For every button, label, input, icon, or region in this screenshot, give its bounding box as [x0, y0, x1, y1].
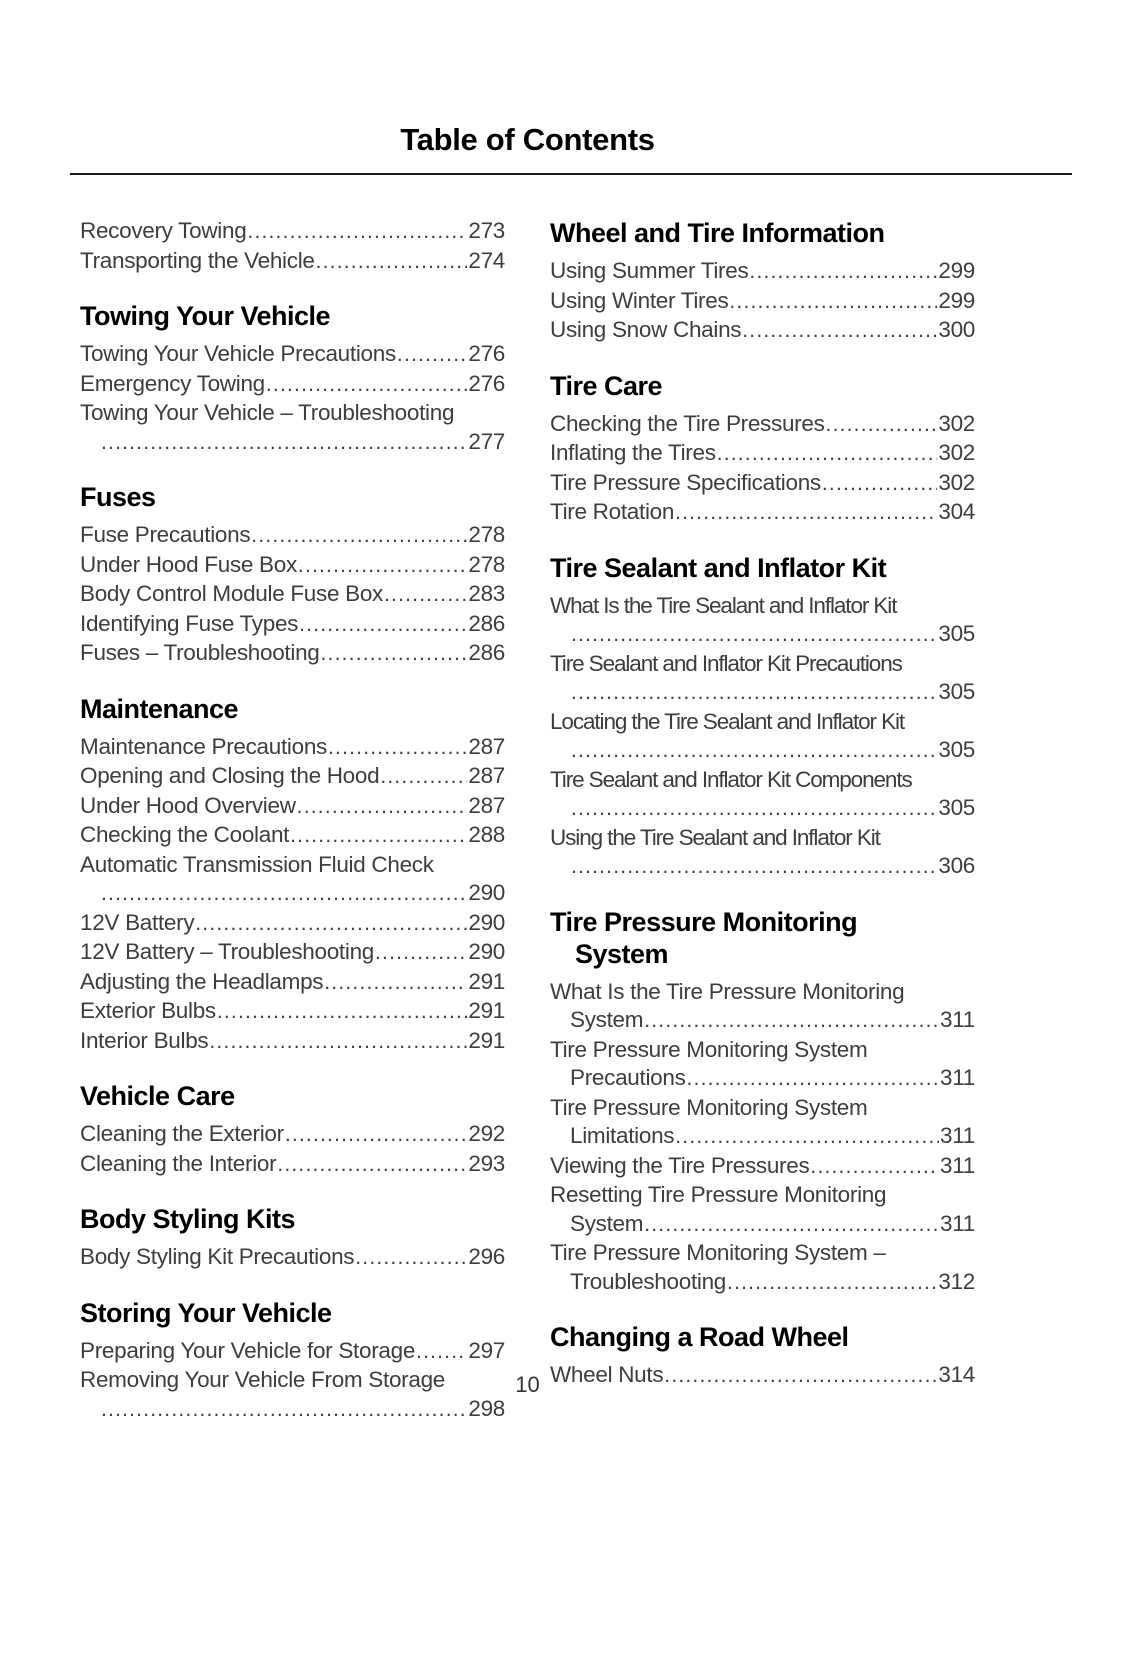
entry-title-continued: System	[570, 1007, 644, 1032]
entry-page-number: 302	[938, 469, 975, 495]
dot-leader	[375, 938, 467, 968]
entry-title: Transporting the Vehicle	[80, 247, 315, 273]
toc-entry	[80, 639, 505, 669]
entry-title-continued: Troubleshooting	[570, 1268, 727, 1294]
dot-leader	[687, 1064, 939, 1094]
dot-leader	[397, 340, 467, 370]
toc-entry	[80, 551, 505, 581]
entry-page-number: 274	[468, 247, 505, 273]
entry-row	[550, 498, 975, 528]
entry-page-number: 291	[468, 968, 505, 994]
entry-title: Checking the Coolant	[80, 822, 290, 847]
entry-row	[80, 1150, 505, 1180]
toc-entry	[80, 580, 505, 610]
entry-dots-row	[550, 1006, 975, 1036]
toc-entry	[550, 708, 975, 766]
section-heading	[80, 693, 505, 725]
toc-section	[550, 906, 975, 1298]
page-footer-number: 10	[515, 1372, 540, 1397]
entry-page-number: 286	[468, 640, 505, 665]
entry-title: Fuses – Troubleshooting	[80, 640, 320, 665]
entry-title: Inflating the Tires	[550, 440, 716, 465]
entry-title-continued: System	[570, 1210, 644, 1236]
dot-leader	[101, 879, 467, 909]
toc-columns	[80, 217, 975, 1424]
entry-row	[80, 1120, 505, 1150]
entry-dots-row	[80, 1395, 505, 1425]
entry-title: Exterior Bulbs	[80, 998, 216, 1023]
entry-row	[550, 257, 975, 287]
dot-leader	[297, 792, 468, 822]
entry-title: Towing Your Vehicle Precautions	[80, 341, 396, 366]
entry-page-number: 297	[468, 1337, 505, 1363]
entry-title: Fuse Precautions	[80, 522, 251, 547]
toc-entry	[550, 316, 975, 346]
entry-page-number: 311	[940, 1123, 975, 1148]
dot-leader	[727, 1268, 937, 1298]
section-heading	[80, 481, 505, 513]
toc-entry	[550, 257, 975, 287]
dot-leader	[644, 1006, 939, 1036]
toc-entry	[80, 968, 505, 998]
entry-title: Tire Rotation	[550, 499, 675, 524]
toc-section	[80, 693, 505, 1057]
dot-leader	[810, 1152, 939, 1182]
section-heading	[80, 1203, 505, 1235]
entry-title: Recovery Towing	[80, 218, 247, 243]
section-heading-line: Wheel and Tire Information	[550, 218, 885, 248]
dot-leader	[571, 852, 937, 882]
section-heading	[550, 370, 975, 402]
entry-page-number: 283	[468, 581, 505, 606]
entry-page-number: 311	[940, 1065, 975, 1090]
entry-page-number: 312	[938, 1268, 975, 1294]
toc-entry	[80, 370, 505, 400]
entry-title: Tire Pressure Monitoring System	[550, 1036, 868, 1062]
entry-page-number: 306	[938, 853, 975, 878]
toc-section	[80, 217, 505, 276]
entry-dots-row	[550, 852, 975, 882]
entry-row	[80, 792, 505, 822]
dot-leader	[277, 1150, 467, 1180]
entry-dots-row	[550, 678, 975, 708]
dot-leader	[299, 610, 467, 640]
entry-page-number: 292	[468, 1121, 505, 1146]
entry-row	[80, 340, 505, 370]
toc-entry	[80, 1120, 505, 1150]
section-heading-line: Tire Pressure Monitoring	[550, 906, 858, 937]
toc-section	[80, 1080, 505, 1179]
section-heading-line: Changing a Road Wheel	[550, 1322, 849, 1352]
dot-leader	[675, 498, 937, 528]
dot-leader	[729, 287, 937, 317]
entry-row	[80, 247, 505, 277]
toc-column-left	[80, 217, 505, 1424]
entry-dots-row	[80, 879, 505, 909]
toc-entry	[80, 1027, 505, 1057]
entry-title: Tire Pressure Monitoring System –	[550, 1240, 886, 1265]
section-heading-line: Towing Your Vehicle	[80, 301, 331, 331]
dot-leader	[571, 736, 937, 766]
entry-row	[80, 639, 505, 669]
toc-section	[550, 370, 975, 528]
entry-title: Under Hood Fuse Box	[80, 551, 297, 577]
section-heading	[80, 1080, 505, 1112]
dot-leader	[380, 762, 467, 792]
dot-leader	[822, 469, 937, 499]
entry-page-number: 298	[468, 1395, 505, 1421]
dot-leader	[209, 1027, 467, 1057]
entry-page-number: 293	[468, 1150, 505, 1176]
section-heading	[550, 1321, 975, 1353]
entry-page-number: 287	[468, 763, 505, 788]
entry-row	[80, 551, 505, 581]
toc-entry	[550, 469, 975, 499]
entry-row	[80, 370, 505, 400]
entry-page-number: 302	[938, 410, 975, 436]
toc-entry	[550, 766, 975, 824]
dot-leader	[742, 316, 937, 346]
dot-leader	[266, 370, 467, 400]
entry-row	[80, 762, 505, 792]
toc-entry	[80, 340, 505, 370]
entry-page-number: 277	[468, 428, 505, 454]
toc-entry	[80, 733, 505, 763]
toc-section	[80, 1297, 505, 1425]
toc-entry	[80, 217, 505, 247]
section-heading-line: Vehicle Care	[80, 1081, 235, 1111]
entry-title: Adjusting the Headlamps	[80, 968, 324, 994]
entry-title: Body Control Module Fuse Box	[80, 581, 384, 606]
toc-entry	[550, 978, 975, 1036]
dot-leader	[324, 968, 467, 998]
entry-title: 12V Battery – Troubleshooting	[80, 939, 374, 964]
entry-dots-row	[550, 1268, 975, 1298]
section-heading	[80, 300, 505, 332]
dot-leader	[675, 1122, 939, 1152]
toc-entry	[80, 909, 505, 939]
entry-page-number: 311	[940, 1210, 975, 1236]
toc-entry	[80, 792, 505, 822]
entry-row	[80, 1243, 505, 1273]
entry-page-number: 276	[468, 370, 505, 396]
entry-row	[550, 439, 975, 469]
entry-title: Wheel Nuts	[550, 1362, 664, 1387]
entry-row	[80, 997, 505, 1027]
section-heading-line: System	[575, 938, 669, 969]
entry-title: What Is the Tire Sealant and Inflator Kit	[550, 592, 897, 618]
entry-row	[80, 909, 505, 939]
entry-row	[550, 410, 975, 440]
entry-title: Tire Sealant and Inflator Kit Components	[550, 766, 912, 792]
entry-title: Checking the Tire Pressures	[550, 410, 825, 436]
entry-page-number: 276	[468, 341, 505, 366]
dot-leader	[195, 909, 467, 939]
entry-dots-row	[550, 736, 975, 766]
entry-title: Tire Sealant and Inflator Kit Precautions	[550, 650, 902, 676]
toc-entry	[550, 1094, 975, 1152]
entry-page-number: 304	[938, 499, 975, 524]
section-heading	[550, 906, 975, 970]
toc-entry	[80, 610, 505, 640]
entry-row	[550, 287, 975, 317]
entry-title: Emergency Towing	[80, 370, 265, 396]
entry-page-number: 300	[938, 317, 975, 342]
entry-page-number: 305	[938, 795, 975, 820]
entry-page-number: 302	[938, 440, 975, 465]
section-heading	[550, 217, 975, 249]
entry-row	[550, 469, 975, 499]
entry-page-number: 305	[938, 679, 975, 704]
toc-entry	[550, 592, 975, 650]
section-heading-line: Body Styling Kits	[80, 1204, 296, 1234]
entry-page-number: 290	[468, 939, 505, 964]
dot-leader	[355, 1243, 467, 1273]
dot-leader	[290, 821, 467, 851]
entry-title: Opening and Closing the Hood	[80, 763, 380, 788]
entry-page-number: 311	[940, 1007, 975, 1032]
toc-entry	[80, 821, 505, 851]
toc-entry	[550, 410, 975, 440]
entry-page-number: 291	[468, 1027, 505, 1053]
toc-entry	[80, 399, 505, 457]
dot-leader	[717, 439, 938, 469]
entry-page-number: 278	[468, 551, 505, 577]
toc-entry	[550, 439, 975, 469]
toc-entry	[550, 287, 975, 317]
toc-entry	[80, 938, 505, 968]
entry-title: Tire Pressure Monitoring System	[550, 1094, 868, 1120]
entry-row	[550, 316, 975, 346]
entry-page-number: 278	[468, 522, 505, 547]
dot-leader	[247, 217, 467, 247]
toc-section	[80, 1203, 505, 1273]
toc-entry	[550, 1152, 975, 1182]
entry-title: Body Styling Kit Precautions	[80, 1244, 355, 1269]
title-divider	[70, 173, 1072, 175]
entry-row	[80, 217, 505, 247]
entry-title: Using Winter Tires	[550, 287, 729, 313]
toc-entry	[80, 521, 505, 551]
section-heading-line: Maintenance	[80, 693, 239, 724]
entry-title: Automatic Transmission Fluid Check	[80, 851, 434, 877]
entry-title: Identifying Fuse Types	[80, 610, 299, 636]
toc-entry	[80, 247, 505, 277]
toc-column-right	[550, 217, 975, 1424]
entry-page-number: 273	[468, 218, 505, 243]
entry-title: Removing Your Vehicle From Storage	[80, 1367, 446, 1392]
dot-leader	[251, 521, 467, 551]
dot-leader	[416, 1337, 467, 1367]
dot-leader	[826, 410, 938, 440]
dot-leader	[644, 1210, 939, 1240]
entry-page-number: 290	[468, 880, 505, 905]
section-heading	[550, 552, 975, 584]
entry-page-number: 287	[468, 792, 505, 818]
dot-leader	[749, 257, 937, 287]
entry-page-number: 305	[938, 621, 975, 646]
entry-title: Cleaning the Interior	[80, 1150, 277, 1176]
entry-dots-row	[550, 620, 975, 650]
toc-section	[80, 300, 505, 457]
dot-leader	[384, 580, 467, 610]
toc-section	[550, 217, 975, 346]
dot-leader	[217, 997, 468, 1027]
page-title: Table of Contents	[400, 122, 655, 157]
entry-page-number: 314	[938, 1362, 975, 1387]
dot-leader	[571, 794, 937, 824]
dot-leader	[321, 639, 468, 669]
dot-leader	[328, 733, 467, 763]
entry-row	[550, 1152, 975, 1182]
entry-title: Tire Pressure Specifications	[550, 469, 821, 495]
toc-entry	[550, 498, 975, 528]
toc-entry	[80, 1150, 505, 1180]
entry-row	[80, 521, 505, 551]
entry-row	[80, 1027, 505, 1057]
entry-dots-row	[550, 1064, 975, 1094]
entry-page-number: 299	[938, 258, 975, 283]
dot-leader	[101, 428, 467, 458]
entry-row	[80, 968, 505, 998]
entry-page-number: 288	[468, 822, 505, 847]
entry-page-number: 291	[468, 998, 505, 1023]
toc-entry	[80, 762, 505, 792]
entry-dots-row	[550, 1210, 975, 1240]
toc-entry	[80, 1337, 505, 1367]
section-heading-line: Tire Care	[550, 370, 663, 401]
toc-entry	[550, 1181, 975, 1239]
entry-title: 12V Battery	[80, 909, 195, 935]
dot-leader	[571, 620, 937, 650]
entry-page-number: 286	[468, 610, 505, 636]
entry-dots-row	[550, 794, 975, 824]
toc-entry	[550, 650, 975, 708]
entry-title: Interior Bulbs	[80, 1027, 209, 1053]
entry-title: Locating the Tire Sealant and Inflator Kit	[550, 708, 905, 734]
entry-title-continued: Limitations	[570, 1123, 675, 1148]
entry-title: Using Snow Chains	[550, 317, 742, 342]
entry-title: Resetting Tire Pressure Monitoring	[550, 1182, 887, 1207]
entry-title: Preparing Your Vehicle for Storage	[80, 1337, 416, 1363]
toc-entry	[80, 997, 505, 1027]
section-heading-line: Storing Your Vehicle	[80, 1297, 332, 1328]
dot-leader	[316, 247, 468, 277]
entry-row	[80, 733, 505, 763]
toc-entry	[80, 1243, 505, 1273]
entry-title: What Is the Tire Pressure Monitoring	[550, 978, 905, 1004]
entry-title: Maintenance Precautions	[80, 733, 328, 759]
entry-row	[80, 580, 505, 610]
entry-title: Towing Your Vehicle – Troubleshooting	[80, 400, 455, 425]
entry-page-number: 311	[940, 1152, 975, 1178]
entry-row	[80, 821, 505, 851]
entry-title: Using Summer Tires	[550, 258, 749, 283]
section-heading-line: Fuses	[80, 482, 156, 512]
entry-title: Cleaning the Exterior	[80, 1121, 284, 1146]
entry-title: Viewing the Tire Pressures	[550, 1152, 810, 1178]
entry-dots-row	[80, 428, 505, 458]
toc-entry	[550, 824, 975, 882]
entry-dots-row	[550, 1122, 975, 1152]
dot-leader	[571, 678, 937, 708]
toc-section	[80, 481, 505, 669]
entry-row	[80, 1337, 505, 1367]
toc-entry	[550, 1036, 975, 1094]
entry-page-number: 305	[938, 737, 975, 762]
dot-leader	[285, 1120, 468, 1150]
toc-section	[550, 552, 975, 882]
entry-page-number: 299	[938, 287, 975, 313]
toc-entry	[80, 851, 505, 909]
dot-leader	[101, 1395, 467, 1425]
entry-row	[80, 938, 505, 968]
section-heading	[80, 1297, 505, 1329]
section-heading-line: Tire Sealant and Inflator Kit	[550, 552, 887, 583]
dot-leader	[298, 551, 467, 581]
entry-title-continued: Precautions	[570, 1065, 686, 1090]
entry-page-number: 287	[468, 733, 505, 759]
entry-page-number: 296	[468, 1244, 505, 1269]
entry-title: Using the Tire Sealant and Inflator Kit	[550, 824, 880, 850]
toc-entry	[550, 1239, 975, 1297]
entry-row	[80, 610, 505, 640]
entry-title: Under Hood Overview	[80, 792, 296, 818]
entry-page-number: 290	[468, 909, 505, 935]
